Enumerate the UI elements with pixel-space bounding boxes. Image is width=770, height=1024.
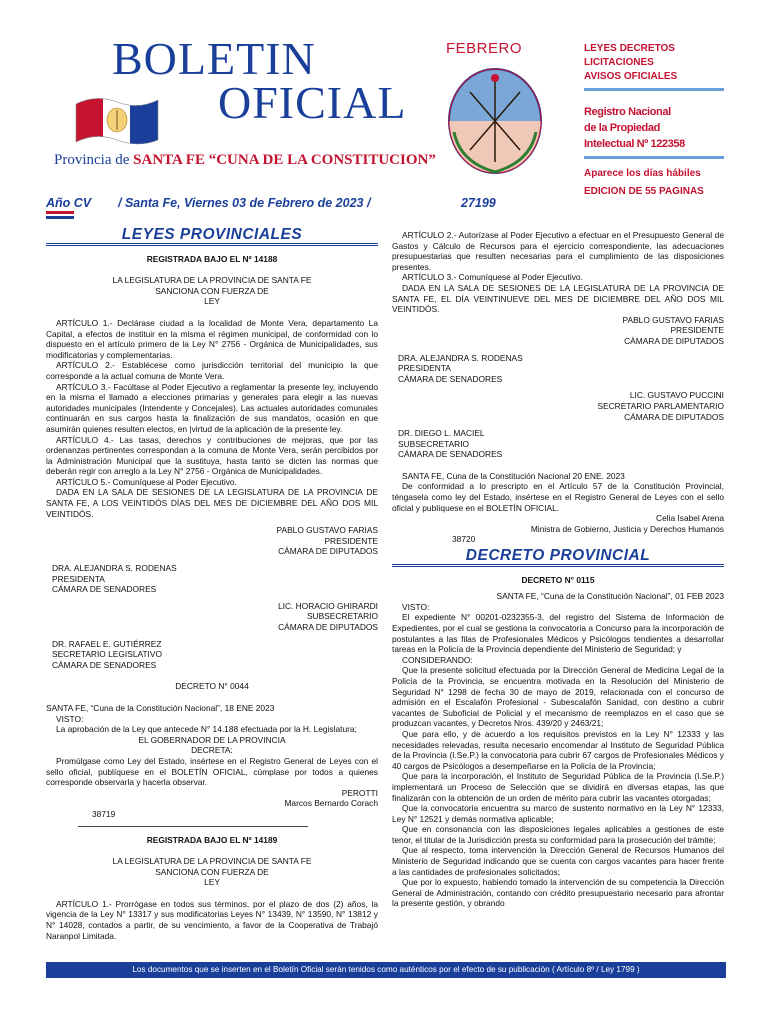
edition-pages: EDICION DE 55 PAGINAS [584, 186, 704, 197]
masthead-title-boletin: BOLETIN [112, 33, 316, 84]
legislature-line: SANCIONA CON FUERZA DE [155, 285, 269, 296]
signature-line: PRESIDENTE [324, 535, 378, 546]
divider [584, 88, 724, 91]
article: ARTÍCULO 5.- Comuníquese al Poder Ejecutivo. [56, 476, 237, 487]
considerando-heading: CONSIDERANDO: [402, 654, 473, 665]
divider [392, 564, 724, 567]
provincial-coat-of-arms [440, 62, 550, 180]
registro-line: Intelectual Nº 122358 [584, 138, 685, 150]
signature-line: SUBSECRETARIO [306, 611, 378, 622]
article: ARTÍCULO 4.- Las tasas, derechos y contribuciones de mejoras, que por las ordenanzas pertinentes correspondan a la comuna de Monte Vera, serán percibidos por la Administración Municipal que la sustituya, hasta tanto se dicten las normas que deberán regir con arreglo a la Ley N° 2756 - Orgánica de Municipalidades. [46, 434, 378, 477]
decree-place-date: SANTA FE, Cuna de la Constitución Nacional 20 ENE. 2023 [402, 470, 625, 481]
article: ARTÍCULO 2.- Autorízase al Poder Ejecutivo a efectuar en el Presupuesto General de Gastos y Cálculo de Recursos para el ejercicio correspondiente, las adecuaciones presupuestarias que resulten necesarias para el cumplimiento de las disposiciones presentes. [392, 230, 724, 272]
signature-line: PRESIDENTE [670, 325, 724, 336]
issue-number: 27199 [461, 196, 496, 210]
issue-month: FEBRERO [446, 40, 523, 57]
right-column [392, 230, 724, 909]
signature-line: PRESIDENTA [52, 573, 105, 584]
decree-place-date: SANTA FE, “Cuna de la Constitución Nacional”, 18 ENE 2023 [46, 702, 275, 713]
registro-info [584, 104, 685, 152]
signature-line: DR. DIEGO L. MACIEL [398, 428, 485, 439]
paragraph: La aprobación de la Ley que antecede N° 14.188 efectuada por la H. Legislatura; [56, 724, 357, 735]
decreta-heading: DECRETA: [191, 745, 233, 756]
paragraph: Que para la incorporación, el Instituto de Seguridad Pública de la Provincia (I.Se.P.) implementará un Proceso de Selección que se dividirá en diversas etapas, las que finalizarán con la obtención de un orden de mérito para cubrir las vacantes otorgadas; [392, 771, 724, 803]
provincia-subtitle [54, 152, 436, 169]
section-title: DECRETO PROVINCIAL [465, 547, 651, 565]
publication-frequency: Aparece los días hábiles [584, 168, 701, 179]
visto-heading: VISTO: [402, 601, 430, 612]
signature-line: DR. RAFAEL E. GUTIÉRREZ [52, 638, 162, 649]
paragraph: Que al respecto, toma intervención la Dirección General de Recursos Humanos del Ministerio de Seguridad indicando que se cuenta con cargos vacantes para hacer frente a las cantidades de profesionales solicitados; [392, 845, 724, 877]
publication-number: 38719 [92, 808, 116, 819]
signature-line: Ministra de Gobierno, Justicia y Derechos Humanos [530, 523, 724, 534]
divider [46, 243, 378, 246]
divider [584, 156, 724, 159]
footer-notice: Los documentos que se inserten en el Boletín Oficial serán tenidos como auténticos por el efecto de su publicación ( Artículo 8º / Ley 1799 ) [46, 962, 726, 978]
category-licitaciones: LICITACIONES [584, 57, 654, 68]
paragraph: Promúlgase como Ley del Estado, insértese en el Registro General de Leyes con el sello oficial, publíquese en el BOLETÍN OFICIAL, cúmplase por todos a quienes corresponde observarla y hacerla observar. [46, 755, 378, 788]
paragraph: Que en consonancia con las disposiciones legales aplicables a gestiones de este tenor, el titular de la Jurisdicción presta su conformidad para la prosecución del trámite; [392, 824, 724, 845]
divider [78, 826, 308, 827]
article: ARTÍCULO 2.- Establécese como jurisdicción territorial del municipio la que corresponde a la actual comuna de Monte Vera. [46, 360, 378, 381]
paragraph: De conformidad a lo prescripto en el Artículo 57 de la Constitución Provincial, téngasela como ley del Estado, insértese en el Registro General de Leyes con el sello oficial y publíquese en el BOLETÍN OFICIAL. [392, 481, 724, 513]
signature-line: CÁMARA DE SENADORES [52, 659, 157, 670]
signature-line: PABLO GUSTAVO FARIAS [622, 314, 724, 325]
paragraph: Que la presente solicitud efectuada por la Dirección General de Medicina Legal de la Policía de la Provincia, se encuentra motivada en la Resolución del Ministerio de Seguridad N° 1298 de fecha 30 de mayo de 2019, relacionada con el concurso de admisión en el Escalafón Profesional - Subescalafón Sanidad, con destino a cubrir vacantes de Suboficial de Policial y el mecanismo de reemplazos en el caso que se produzcan vacantes, y Decretos Nros. 439/20 y 2463/21; [392, 665, 724, 729]
issue-year: Año CV [46, 196, 92, 210]
legislature-line: LA LEGISLATURA DE LA PROVINCIA DE SANTA FE [112, 275, 312, 286]
article: ARTÍCULO 1.- Prorrógase en todos sus términos, por el plazo de dos (2) años, la vigencia de la Ley N° 13317 y sus modificatorias Leyes N° 13439, N° 13590, N° 13812 y N° 14028, contados a partir, de su vencimiento, a favor de la Cooperativa de Trabajó Naranpol Limitada. [46, 898, 378, 941]
signature-line: SUBSECRETARIO [398, 438, 470, 449]
signature-line: LIC. GUSTAVO PUCCINI [629, 390, 724, 401]
publication-number: 38720 [452, 534, 476, 545]
issue-date: / Santa Fe, Viernes 03 de Febrero de 2023 / [118, 196, 371, 210]
legislature-line: LEY [204, 296, 220, 307]
paragraph: El expediente N° 00201-0232355-3, del registro del Sistema de Información de Expedientes, por el cual se gestiona la convocatoria a Concurso para la incorporación de postulantes a las filas de Profesionales Médicos y Psicólogos tendientes a desarrollar tareas en la Policía de la Provincia dependiente del Ministerio de Seguridad; y [392, 612, 724, 655]
signature-line: PRESIDENTA [398, 363, 451, 374]
law-registration: REGISTRADA BAJO EL Nº 14188 [146, 253, 278, 264]
article: DADA EN LA SALA DE SESIONES DE LA LEGISLATURA DE LA PROVINCIA DE SANTA FE, A LOS VEINTIDÓS DÍAS DEL MES DE DICIEMBRE DEL AÑO DOS MIL VEINTIDÓS. [46, 487, 378, 519]
category-avisos: AVISOS OFICIALES [584, 71, 678, 82]
signature-line: Celia Isabel Arena [656, 513, 724, 524]
divider [46, 216, 74, 219]
article: ARTÍCULO 1.- Declárase ciudad a la localidad de Monte Vera, departamento La Capital, a efectos de instituir en la misma el régimen municipal, de conformidad con lo dispuesto en el artículo primero de la Ley N° 2756 - Orgánica de Municipalidades, sus modificatorias y complementarias. [46, 317, 378, 360]
legislature-line: SANCIONA CON FUERZA DE [155, 866, 269, 877]
signature-line: CÁMARA DE DIPUTADOS [278, 546, 378, 557]
category-leyes: LEYES DECRETOS [584, 43, 675, 54]
decree-place-date: SANTA FE, “Cuna de la Constitución Nacional”, 01 FEB 2023 [496, 591, 724, 602]
article: DADA EN LA SALA DE SESIONES DE LA LEGISLATURA DE LA PROVINCIA DE SANTA FE, EL DÍA VEINTINUEVE DEL MES DE DICIEMBRE DEL AÑO DOS MIL VEINTIDÓS. [392, 282, 724, 315]
legislature-line: LA LEGISLATURA DE LA PROVINCIA DE SANTA FE [112, 856, 312, 867]
paragraph: Que por lo expuesto, habiendo tomado la intervención de su competencia la Dirección General de Administración, contando con crédito presupuestario necesario para afrontar la presente gestión, y obrando [392, 877, 724, 909]
signature-line: DRA. ALEJANDRA S. RODENAS [52, 563, 177, 574]
decree-number: DECRETO N° 0115 [521, 574, 595, 585]
issue-line [46, 196, 370, 210]
signature-line: Marcos Bernardo Corach [284, 798, 378, 809]
registro-line: Registro Nacional [584, 106, 671, 118]
registro-line: de la Propiedad [584, 122, 660, 134]
signature-line: CÁMARA DE DIPUTADOS [278, 622, 378, 632]
santa-fe-flag-logo [72, 92, 162, 150]
signature-line: CÁMARA DE SENADORES [52, 584, 157, 595]
masthead-title-oficial: OFICIAL [218, 77, 407, 128]
signature-line: CÁMARA DE DIPUTADOS [624, 411, 724, 422]
signature-line: DRA. ALEJANDRA S. RODENAS [398, 352, 523, 363]
provincia-prefix: Provincia de [54, 152, 134, 168]
signature-line: CÁMARA DE DIPUTADOS [624, 335, 724, 346]
paragraph: Que para ello, y de acuerdo a los requisitos previstos en la Ley N° 12333 y las necesidades relevadas, resulta necesario encomendar al Instituto de Seguridad Pública de la Provincia (I.Se.P.) la convocatoria para cubrir 67 cargos de Profesionales Médicos y 40 cargos de Psicólogos a desempeñarse en la Policía de la Provincia; [392, 728, 724, 771]
law-registration: REGISTRADA BAJO EL Nº 14189 [146, 834, 278, 845]
left-column [46, 226, 378, 941]
divider [46, 211, 74, 214]
publication-categories [584, 42, 677, 84]
provincia-name: SANTA FE “CUNA DE LA CONSTITUCION” [133, 152, 436, 168]
legislature-line: LEY [204, 877, 220, 888]
decree-number: DECRETO N° 0044 [175, 681, 249, 692]
signature-line: SECRETARIO PARLAMENTARIO [597, 400, 724, 411]
visto-heading: VISTO: [56, 713, 84, 724]
governor-heading: EL GOBERNADOR DE LA PROVINCIA [138, 734, 286, 745]
signature-line: SECRETARIO LEGISLATIVO [52, 649, 162, 660]
signature-line: CÁMARA DE SENADORES [398, 449, 503, 460]
signature-line: PABLO GUSTAVO FARIAS [276, 525, 378, 536]
signature-line: LIC. HORACIO GHIRARDI [277, 600, 378, 611]
paragraph: Que la convocatoria encuentra su marco de sustento normativo en la Ley N° 12333, Ley N° 12521 y demás normativa aplicable; [392, 803, 724, 824]
signature-line: CÁMARA DE SENADORES [398, 373, 503, 384]
section-title: LEYES PROVINCIALES [121, 226, 303, 243]
article: ARTÍCULO 3.- Facúltase al Poder Ejecutivo a reglamentar la presente ley, incluyendo en la misma el llamado a elecciones primarias y generales para elegir a las nuevas autoridades municipales (Intendente y Concejales). Las actuales autoridades comunales continuarán en sus cargos hasta la finalización de sus mandatos, ocasión en que asumirán quienes resulten electos, en |virtud de la aplicación de la presente ley. [46, 381, 378, 434]
article: ARTÍCULO 3.- Comuníquese al Poder Ejecutivo. [402, 272, 583, 283]
signature-line: PEROTTI [341, 787, 378, 798]
